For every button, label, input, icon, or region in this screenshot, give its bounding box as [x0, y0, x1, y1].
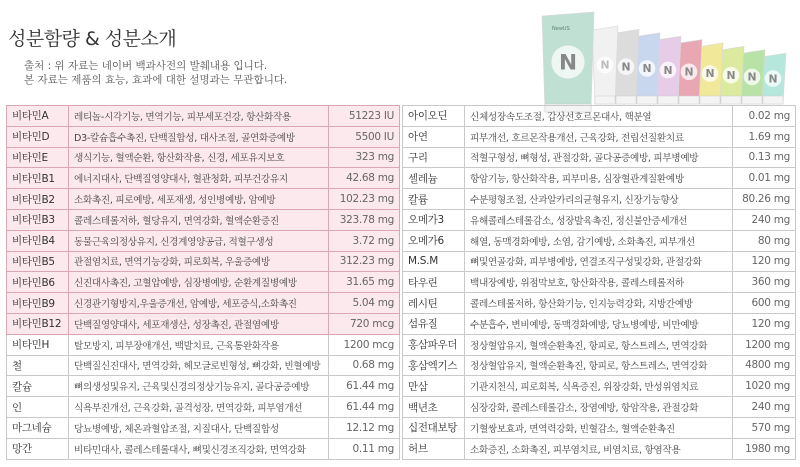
- page-title: 성분함량 & 성분소개: [8, 28, 177, 50]
- nutrient-description: 비타민대사, 콜레스테롤대사, 뼈및신경조직강화, 면역강화: [69, 438, 329, 459]
- nutrient-name: 비타민B4: [7, 230, 69, 251]
- nutrient-name: 비타민B2: [7, 189, 69, 210]
- source-note: 출처 : 위 자료는 네이버 백과사전의 발췌내용 입니다.: [24, 60, 268, 72]
- nutrient-row: [7, 272, 400, 293]
- nutrient-row: [7, 251, 400, 272]
- nutrient-name: 비타민D: [7, 126, 69, 147]
- tube-graphic: [592, 26, 618, 104]
- nutrient-description: 항암기능, 항산화작용, 피부미용, 심장혈관계질환예방: [465, 168, 733, 189]
- nutrient-name: 비타민B12: [7, 313, 69, 334]
- nutrient-description: 정상혈압유지, 혈액순환촉진, 항피로, 항스트레스, 면역강화: [465, 355, 733, 376]
- nutrient-row: [7, 293, 400, 314]
- nutrient-amount: 51223 IU: [329, 106, 400, 127]
- nutrient-name: 망간: [7, 438, 69, 459]
- nutrient-amount: 1980 mg: [733, 438, 796, 459]
- tube-logo-letter: N: [726, 68, 736, 82]
- nutrient-name: 칼륨: [403, 189, 465, 210]
- nutrient-row: [7, 355, 400, 376]
- nutrient-amount: 0.68 mg: [329, 355, 400, 376]
- nutrient-amount: 12.12 mg: [329, 417, 400, 438]
- tube-logo-letter: N: [684, 65, 694, 79]
- nutrient-row: [7, 230, 400, 251]
- nutrient-amount: 360 mg: [733, 272, 796, 293]
- nutrient-row: [403, 397, 796, 418]
- nutrient-name: 비타민H: [7, 334, 69, 355]
- nutrient-row: [7, 397, 400, 418]
- nutrient-row: [403, 293, 796, 314]
- nutrient-description: 콜레스테롤저하, 혈당유지, 면역강화, 혈액순환증진: [69, 209, 329, 230]
- nutrient-row: [403, 251, 796, 272]
- nutrient-row: [403, 209, 796, 230]
- nutrient-name: 마그네슘: [7, 417, 69, 438]
- nutrient-amount: 323 mg: [329, 147, 400, 168]
- nutrient-table-right: [402, 105, 796, 460]
- nutrient-description: 콜레스테롤저하, 항산화기능, 인지능력강화, 지방간예방: [465, 293, 733, 314]
- nutrient-description: 소화촉진, 피로예방, 세포재생, 성인병예방, 암예방: [69, 189, 329, 210]
- nutrient-name: 백년초: [403, 397, 465, 418]
- nutrient-row: [7, 376, 400, 397]
- nutrient-name: 비타민A: [7, 106, 69, 127]
- nutrient-amount: 312.23 mg: [329, 251, 400, 272]
- nutrient-description: 신경관기형방지,우울증개선, 암예방, 세포증식,소화촉진: [69, 293, 329, 314]
- nutrient-row: [403, 334, 796, 355]
- nutrient-name: 타우린: [403, 272, 465, 293]
- nutrient-name: 칼슘: [7, 376, 69, 397]
- nutrient-description: 피부개선, 호르몬작용개선, 근육강화, 전립선질환치료: [465, 126, 733, 147]
- nutrient-row: [403, 355, 796, 376]
- nutrient-amount: 1200 mcg: [329, 334, 400, 355]
- nutrient-amount: 0.11 mg: [329, 438, 400, 459]
- nutrient-description: 에너지대사, 단백질영양대사, 혈관청화, 피부건강유지: [69, 168, 329, 189]
- product-tubes-image: [538, 8, 800, 113]
- tube-logo-letter: N: [600, 58, 610, 72]
- nutrient-amount: 102.23 mg: [329, 189, 400, 210]
- nutrient-amount: 61.44 mg: [329, 376, 400, 397]
- nutrient-name: 셀레늄: [403, 168, 465, 189]
- nutrient-description: 뼈의생성및유지, 근육및신경의정상기능유지, 골다공증예방: [69, 376, 329, 397]
- nutrient-description: 백내장예방, 위점막보호, 항산화작용, 콜레스테롤저하: [465, 272, 733, 293]
- nutrient-description: 레티놀-시각기능, 면역기능, 피부세포건강, 항산화작용: [69, 106, 329, 127]
- nutrient-name: 비타민B5: [7, 251, 69, 272]
- nutrient-row: [403, 417, 796, 438]
- nutrient-description: 신체성장속도조절, 갑상선호르몬대사, 핵분열: [465, 106, 733, 127]
- nutrient-name: 만삼: [403, 376, 465, 397]
- nutrient-amount: 240 mg: [733, 397, 796, 418]
- nutrient-name: 구리: [403, 147, 465, 168]
- nutrient-row: [7, 147, 400, 168]
- nutrient-amount: 240 mg: [733, 209, 796, 230]
- nutrient-description: 기관지천식, 피로회복, 식욕증진, 위장강화, 만성위염치료: [465, 376, 733, 397]
- nutrient-amount: 0.13 mg: [733, 147, 796, 168]
- nutrient-row: [403, 189, 796, 210]
- nutrient-description: 단백질영양대사, 세포재생산, 성장촉진, 관절염예방: [69, 313, 329, 334]
- nutrient-amount: 80.26 mg: [733, 189, 796, 210]
- nutrient-name: 비타민B6: [7, 272, 69, 293]
- nutrient-row: [7, 126, 400, 147]
- nutrient-amount: 120 mg: [733, 251, 796, 272]
- nutrient-row: [403, 438, 796, 459]
- nutrient-row: [7, 106, 400, 127]
- nutrient-row: [403, 272, 796, 293]
- tube-logo-letter: N: [558, 50, 578, 76]
- nutrient-description: 단백질신진대사, 면역강화, 헤모글로빈형성, 뼈강화, 빈혈예방: [69, 355, 329, 376]
- nutrient-amount: 0.01 mg: [733, 168, 796, 189]
- nutrient-name: 허브: [403, 438, 465, 459]
- nutrient-amount: 720 mcg: [329, 313, 400, 334]
- tube-graphic: [542, 12, 594, 112]
- nutrient-amount: 3.72 mg: [329, 230, 400, 251]
- nutrient-description: 당뇨병예방, 체온과혈압조절, 지질대사, 단백질합성: [69, 417, 329, 438]
- nutrient-row: [403, 147, 796, 168]
- nutrient-row: [7, 189, 400, 210]
- nutrient-name: 아이오딘: [403, 106, 465, 127]
- nutrient-row: [403, 313, 796, 334]
- nutrient-amount: 4800 mg: [733, 355, 796, 376]
- nutrient-description: 뼈및연골강화, 피부병예방, 연결조직구성및강화, 관절강화: [465, 251, 733, 272]
- nutrient-description: 신진대사촉진, 고혈압예방, 심장병예방, 순환계질병예방: [69, 272, 329, 293]
- nutrient-amount: 42.68 mg: [329, 168, 400, 189]
- nutrient-name: 비타민B9: [7, 293, 69, 314]
- nutrient-name: 인: [7, 397, 69, 418]
- nutrient-name: 철: [7, 355, 69, 376]
- tube-logo-letter: N: [705, 67, 715, 81]
- nutrient-amount: 5500 IU: [329, 126, 400, 147]
- nutrient-amount: 120 mg: [733, 313, 796, 334]
- nutrient-name: 비타민B3: [7, 209, 69, 230]
- nutrient-description: 기혈쌍보효과, 면역력강화, 빈혈감소, 혈액순환촉진: [465, 417, 733, 438]
- nutrient-description: 관절염치료, 면역기능강화, 피로회복, 우울증예방: [69, 251, 329, 272]
- nutrient-amount: 61.44 mg: [329, 397, 400, 418]
- nutrient-row: [7, 334, 400, 355]
- nutrient-name: 비타민B1: [7, 168, 69, 189]
- nutrient-amount: 1.69 mg: [733, 126, 796, 147]
- nutrient-name: 레시틴: [403, 293, 465, 314]
- nutrient-row: [403, 168, 796, 189]
- nutrient-description: 적혈구형성, 뼈형성, 관절강화, 골다공증예방, 피부병예방: [465, 147, 733, 168]
- nutrient-description: 탈모방지, 피부장애개선, 백발치료, 근육통완화작용: [69, 334, 329, 355]
- disclaimer-note: 본 자료는 제품의 효능, 효과에 대한 설명과는 무관합니다.: [24, 74, 288, 86]
- nutrient-amount: 31.65 mg: [329, 272, 400, 293]
- nutrient-row: [7, 209, 400, 230]
- nutrient-description: D3-칼슘흡수촉진, 단백질합성, 대사조절, 골연화증예방: [69, 126, 329, 147]
- nutrient-name: 섬유질: [403, 313, 465, 334]
- nutrient-amount: 570 mg: [733, 417, 796, 438]
- nutrient-description: 심장강화, 콜레스테롤감소, 장염예방, 항암작용, 관절강화: [465, 397, 733, 418]
- nutrient-amount: 0.02 mg: [733, 106, 796, 127]
- nutrient-name: 오메가6: [403, 230, 465, 251]
- nutrient-description: 수분흡수, 변비예방, 동맥경화예방, 당뇨병예방, 비만예방: [465, 313, 733, 334]
- nutrient-description: 해열, 동맥경화예방, 소염, 감기예방, 소화촉진, 피부개선: [465, 230, 733, 251]
- tube-brand-label: NewUS: [552, 26, 570, 32]
- nutrient-row: [403, 126, 796, 147]
- nutrient-row: [403, 106, 796, 127]
- nutrient-description: 정상혈압유지, 혈액순환촉진, 항피로, 항스트레스, 면역강화: [465, 334, 733, 355]
- nutrient-row: [7, 438, 400, 459]
- nutrient-amount: 1020 mg: [733, 376, 796, 397]
- nutrient-name: 십전대보탕: [403, 417, 465, 438]
- tube-logo-letter: N: [642, 62, 652, 76]
- nutrient-name: M.S.M: [403, 251, 465, 272]
- tube-logo-letter: N: [621, 60, 631, 74]
- nutrient-amount: 80 mg: [733, 230, 796, 251]
- nutrient-row: [403, 230, 796, 251]
- nutrient-description: 유해콜레스테롤감소, 성장발육촉진, 정신불안증세개선: [465, 209, 733, 230]
- nutrient-name: 홍삼엑기스: [403, 355, 465, 376]
- tube-logo-letter: N: [663, 63, 673, 77]
- nutrient-name: 홍삼파우더: [403, 334, 465, 355]
- tube-logo-letter: N: [768, 72, 778, 86]
- nutrient-amount: 323.78 mg: [329, 209, 400, 230]
- nutrient-row: [403, 376, 796, 397]
- nutrient-amount: 1200 mg: [733, 334, 796, 355]
- nutrient-amount: 5.04 mg: [329, 293, 400, 314]
- nutrient-table-left: [6, 105, 400, 460]
- nutrient-row: [7, 168, 400, 189]
- nutrient-name: 오메가3: [403, 209, 465, 230]
- nutrient-description: 식욕부진개선, 근육강화, 골격성장, 면역강화, 피부염개선: [69, 397, 329, 418]
- source-notes: [24, 59, 287, 87]
- nutrient-description: 수분평형조절, 산과알카리의균형유지, 신장기능향상: [465, 189, 733, 210]
- nutrient-description: 소화증진, 소화촉진, 피부염치료, 비염치료, 항염작용: [465, 438, 733, 459]
- nutrient-row: [7, 417, 400, 438]
- nutrient-row: [7, 313, 400, 334]
- nutrient-description: 동물근육의정상유지, 신경계영양공급, 적혈구생성: [69, 230, 329, 251]
- nutrient-name: 비타민E: [7, 147, 69, 168]
- nutrient-name: 아연: [403, 126, 465, 147]
- nutrient-description: 생식기능, 혈액순환, 항산화작용, 신경, 세포유지보호: [69, 147, 329, 168]
- nutrient-amount: 600 mg: [733, 293, 796, 314]
- tube-logo-letter: N: [747, 70, 757, 84]
